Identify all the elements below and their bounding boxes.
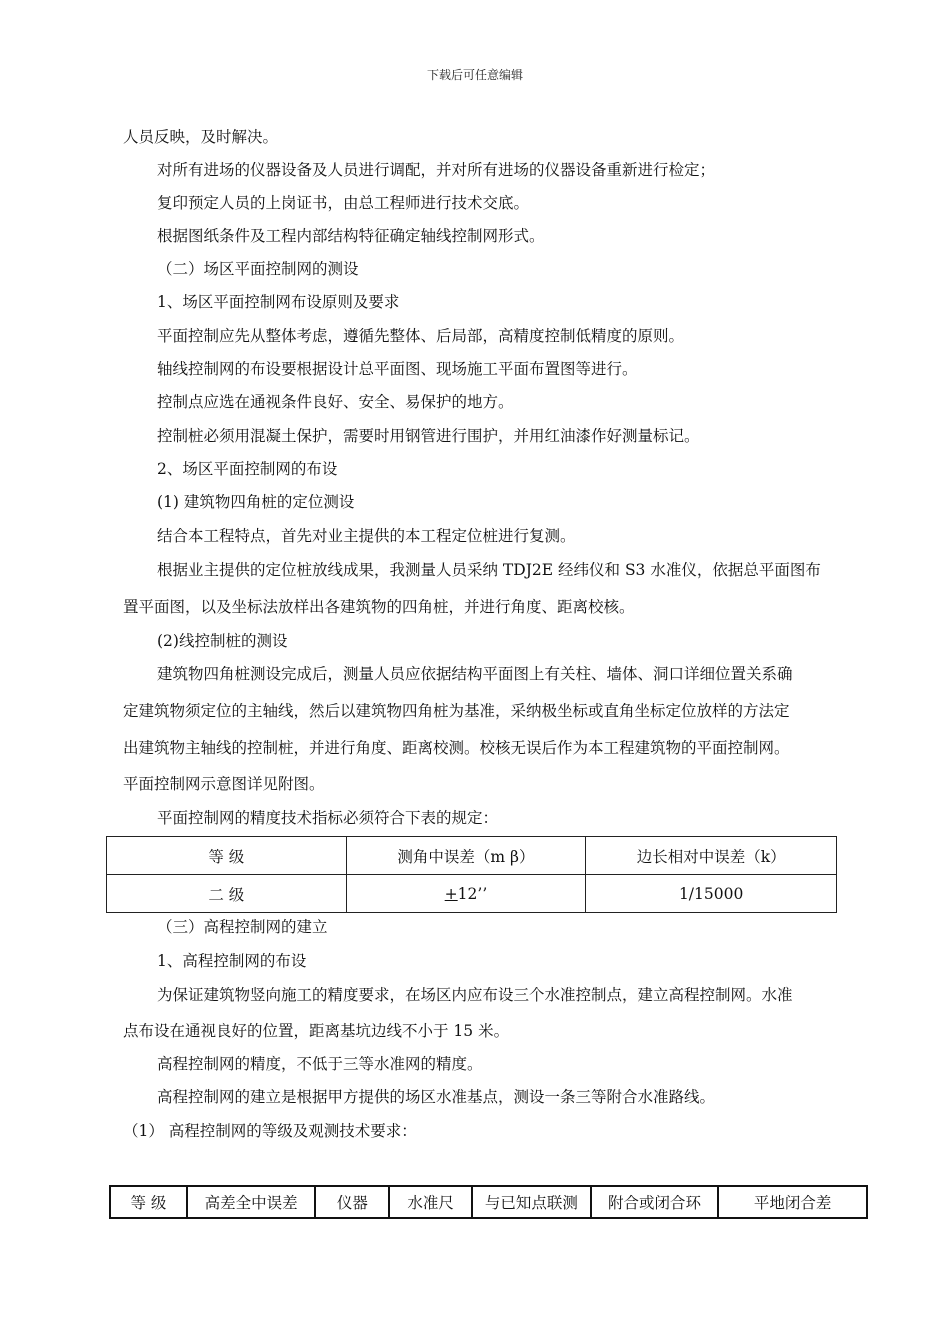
- table-header-cell: 与已知点联测: [472, 1186, 591, 1218]
- paragraph: 平面控制网的精度技术指标必须符合下表的规定：: [157, 809, 499, 827]
- section-heading: （二）场区平面控制网的测设: [157, 260, 359, 278]
- section-heading: （三）高程控制网的建立: [157, 918, 328, 936]
- table-header-cell: 等 级: [110, 1186, 187, 1218]
- paragraph: 根据图纸条件及工程内部结构特征确定轴线控制网形式。: [157, 227, 545, 245]
- table-header-cell: 测角中误差（m β）: [346, 837, 586, 875]
- paragraph: 点布设在通视良好的位置，距离基坑边线不小于 15 米。: [123, 1022, 510, 1040]
- table-header-cell: 等 级: [107, 837, 347, 875]
- paragraph: 高程控制网的建立是根据甲方提供的场区水准基点，测设一条三等附合水准路线。: [157, 1088, 716, 1106]
- paragraph: 复印预定人员的上岗证书，由总工程师进行技术交底。: [157, 194, 530, 212]
- table-cell: 1/15000: [586, 875, 837, 913]
- paragraph: 结合本工程特点，首先对业主提供的本工程定位桩进行复测。: [157, 527, 576, 545]
- paragraph: 定建筑物须定位的主轴线，然后以建筑物四角桩为基准，采纳极坐标或直角坐标定位放样的方法定: [123, 702, 790, 720]
- paragraph: 对所有进场的仪器设备及人员进行调配，并对所有进场的仪器设备重新进行检定；: [157, 161, 716, 179]
- paragraph: 控制桩必须用混凝土保护，需要时用钢管进行围护，并用红油漆作好测量标记。: [157, 427, 700, 445]
- paragraph: 平面控制应先从整体考虑，遵循先整体、后局部，高精度控制低精度的原则。: [157, 327, 685, 345]
- item-heading: (2)线控制桩的测设: [157, 632, 288, 650]
- paragraph: 人员反映，及时解决。: [123, 128, 279, 146]
- table-header-cell: 仪器: [315, 1186, 389, 1218]
- angle-value: 12’’: [457, 884, 488, 903]
- item-heading: （1） 高程控制网的等级及观测技术要求：: [123, 1122, 417, 1140]
- table-header-cell: 平地闭合差: [718, 1186, 867, 1218]
- table-row: [107, 875, 837, 913]
- paragraph: 轴线控制网的布设要根据设计总平面图、现场施工平面布置图等进行。: [157, 360, 638, 378]
- paragraph: 控制点应选在通视条件良好、安全、易保护的地方。: [157, 393, 514, 411]
- paragraph: 置平面图，以及坐标法放样出各建筑物的四角桩，并进行角度、距离校核。: [123, 598, 635, 616]
- table-header-cell: 水准尺: [389, 1186, 472, 1218]
- table-cell: [346, 875, 586, 913]
- page-header: 下载后可任意编辑: [426, 68, 523, 82]
- table-header-row: [107, 837, 837, 875]
- subsection-heading: 1、场区平面控制网布设原则及要求: [157, 293, 400, 311]
- paragraph: 为保证建筑物竖向施工的精度要求，在场区内应布设三个水准控制点，建立高程控制网。水准: [157, 986, 793, 1004]
- table-cell: 二 级: [107, 875, 347, 913]
- table-header-cell: 边长相对中误差（k）: [586, 837, 837, 875]
- plus-minus-sign: +: [444, 884, 458, 903]
- paragraph: 建筑物四角桩测设完成后，测量人员应依据结构平面图上有关柱、墙体、洞口详细位置关系确: [157, 665, 793, 683]
- paragraph: 根据业主提供的定位桩放线成果，我测量人员采纳 TDJ2E 经纬仪和 S3 水准仪，依据总平面图布: [157, 561, 821, 579]
- paragraph: 出建筑物主轴线的控制桩，并进行角度、距离校测。校核无误后作为本工程建筑物的平面控制网。: [123, 739, 790, 757]
- subsection-heading: 2、场区平面控制网的布设: [157, 460, 338, 478]
- table-header-cell: 附合或闭合环: [591, 1186, 719, 1218]
- precision-table: [106, 836, 837, 913]
- table-header-cell: 高差全中误差: [187, 1186, 316, 1218]
- table-header-row: [110, 1186, 867, 1218]
- paragraph: 平面控制网示意图详见附图。: [123, 775, 325, 793]
- subsection-heading: 1、高程控制网的布设: [157, 952, 307, 970]
- paragraph: 高程控制网的精度，不低于三等水准网的精度。: [157, 1055, 483, 1073]
- leveling-table: [109, 1185, 868, 1219]
- item-heading: (1) 建筑物四角桩的定位测设: [157, 493, 355, 511]
